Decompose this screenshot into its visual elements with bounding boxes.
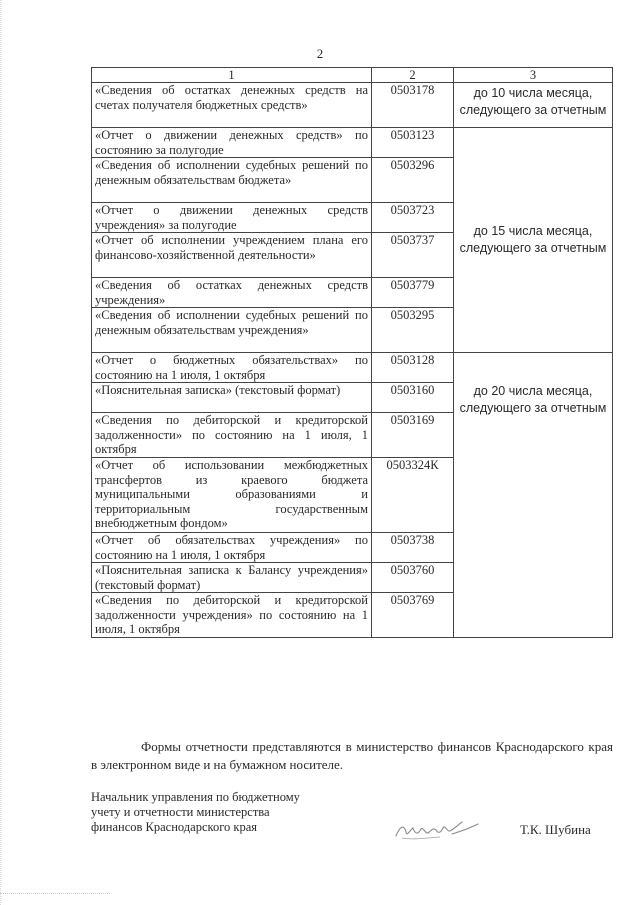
- form-code: 0503296: [372, 158, 454, 203]
- table-row: [92, 83, 613, 128]
- form-name: «Сведения об исполнении судебных решений по денежным обязательствам учреждения»: [92, 308, 372, 353]
- position-line: Начальник управления по бюджетному: [91, 790, 300, 804]
- header-col-2: 2: [372, 68, 454, 83]
- form-name: «Сведения об остатках денежных средств учреждения»: [92, 278, 372, 308]
- page-number: 2: [316, 46, 324, 61]
- form-code: 0503128: [372, 353, 454, 383]
- signer-name: Т.К. Шубина: [520, 822, 591, 837]
- deadline-group-3: до 20 числа месяца, следующего за отчетным: [454, 353, 613, 638]
- position-line: финансов Краснодарского края: [91, 820, 258, 834]
- form-name: «Пояснительная записка к Балансу учреждения» (текстовый формат): [92, 563, 372, 593]
- table-row: [92, 353, 613, 383]
- form-code: 0503779: [372, 278, 454, 308]
- form-name: «Отчет о движении денежных средств учреждения» за полугодие: [92, 203, 372, 233]
- form-name: «Отчет об использовании межбюджетных трансфертов из краевого бюджета муниципальными образованиями и территориальным государственным внебюджетным фондом»: [92, 458, 372, 533]
- form-name: «Отчет об обязательствах учреждения» по состоянию на 1 июля, 1 октября: [92, 533, 372, 563]
- reporting-forms-table: [91, 67, 613, 638]
- form-name: «Отчет об исполнении учреждением плана его финансово-хозяйственной деятельности»: [92, 233, 372, 278]
- form-code: 0503760: [372, 563, 454, 593]
- form-code: 0503295: [372, 308, 454, 353]
- form-code: 0503123: [372, 128, 454, 158]
- header-col-3: 3: [454, 68, 613, 83]
- submission-note: Формы отчетности представляются в министерство финансов Краснодарского края в электронном виде и на бумажном носителе.: [91, 739, 613, 772]
- form-name: «Сведения об исполнении судебных решений по денежным обязательствам бюджета»: [92, 158, 372, 203]
- form-name: «Отчет о движении денежных средств» по состоянию за полугодие: [92, 128, 372, 158]
- header-col-1: 1: [92, 68, 372, 83]
- form-code: 0503738: [372, 533, 454, 563]
- form-code: 0503178: [372, 83, 454, 128]
- table-header-row: [92, 68, 613, 83]
- form-code: 0503737: [372, 233, 454, 278]
- form-code: 0503324К: [372, 458, 454, 533]
- form-code: 0503769: [372, 593, 454, 638]
- deadline-group-1: до 10 числа месяца, следующего за отчетным: [454, 83, 613, 128]
- form-name: «Пояснительная записка» (текстовый формат): [92, 383, 372, 413]
- table-row: [92, 128, 613, 158]
- scan-bottom-mark: [0, 893, 110, 895]
- deadline-group-2: до 15 числа месяца, следующего за отчетным: [454, 128, 613, 353]
- handwritten-signature: [392, 816, 482, 844]
- form-code: 0503160: [372, 383, 454, 413]
- form-name: «Сведения по дебиторской и кредиторской задолженности» по состоянию на 1 июля, 1 октября: [92, 413, 372, 458]
- signature-position: [91, 790, 391, 835]
- scan-edge: [0, 0, 7, 905]
- form-code: 0503169: [372, 413, 454, 458]
- position-line: учету и отчетности министерства: [91, 805, 270, 819]
- form-name: «Сведения по дебиторской и кредиторской задолженности учреждения» по состоянию на 1 июля, 1 октября: [92, 593, 372, 638]
- form-name: «Сведения об остатках денежных средств на счетах получателя бюджетных средств»: [92, 83, 372, 128]
- form-code: 0503723: [372, 203, 454, 233]
- form-name: «Отчет о бюджетных обязательствах» по состоянию на 1 июля, 1 октября: [92, 353, 372, 383]
